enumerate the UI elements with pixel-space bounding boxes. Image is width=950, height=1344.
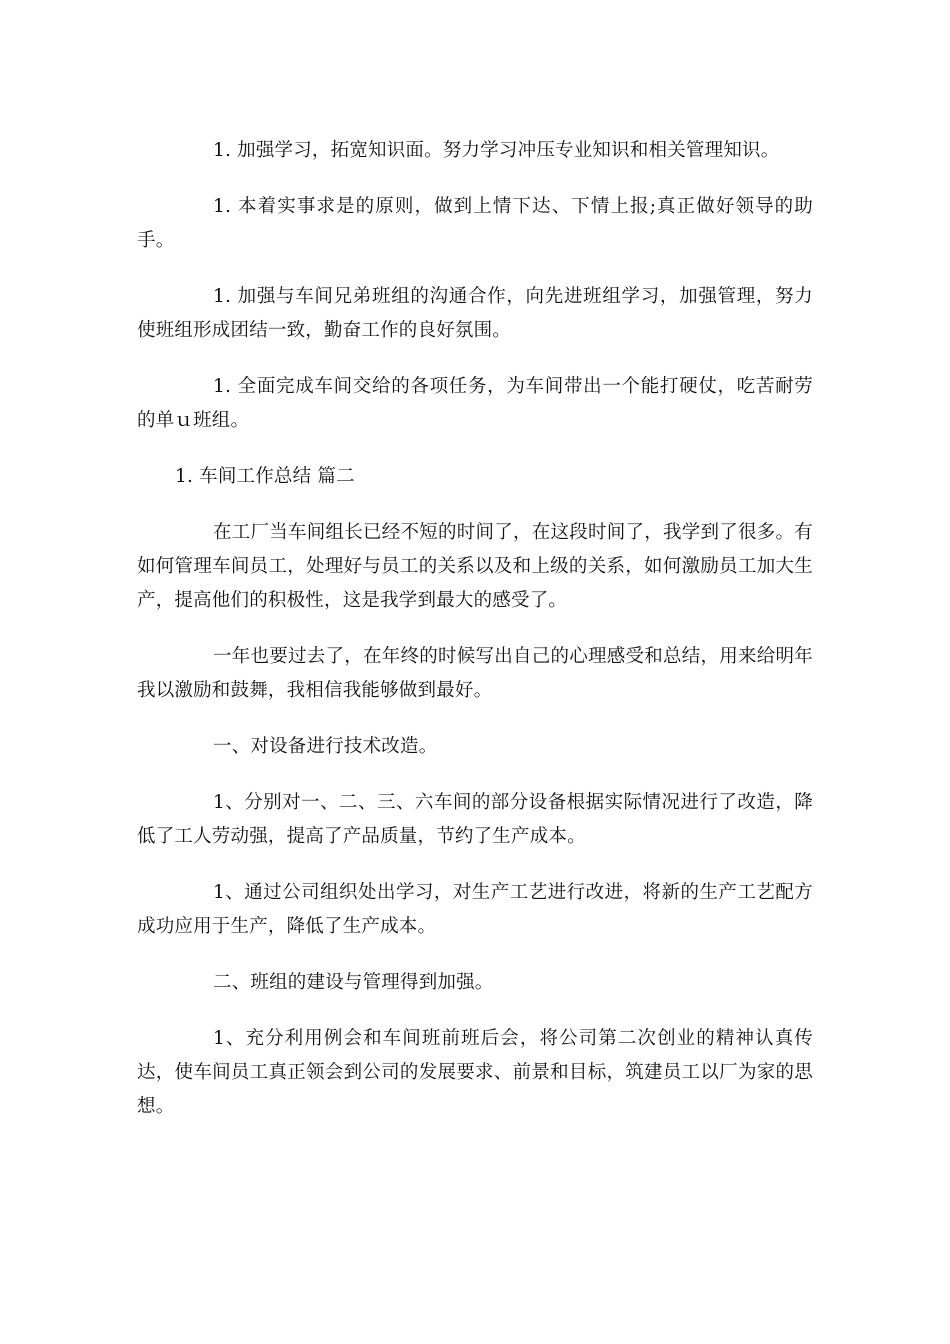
paragraph-year-end: 一年也要过去了，在年终的时候写出自己的心理感受和总结，用来给明年我以激励和鼓舞，我相信我能够做到最好。 — [137, 646, 813, 701]
paragraph-meetings: 1、充分利用例会和车间班前班后会，将公司第二次创业的精神认真传达，使车间员工真正领会到公司的发展要求、前景和目标，筑建员工以厂为家的思想。 — [137, 1028, 813, 1117]
paragraph-tasks: 1. 全面完成车间交给的各项任务，为车间带出一个能打硬仗，吃苦耐劳的单ｕ班组。 — [137, 376, 813, 431]
section-heading-part-two: 1. 车间工作总结 篇二 — [175, 466, 355, 487]
paragraph-process-improvement: 1、通过公司组织处出学习，对生产工艺进行改进，将新的生产工艺配方成功应用于生产，降低了生产成本。 — [137, 882, 813, 937]
paragraph-cooperation: 1. 加强与车间兄弟班组的沟通合作，向先进班组学习，加强管理，努力使班组形成团结一致，勤奋工作的良好氛围。 — [137, 286, 813, 341]
section-heading-equipment: 一、对设备进行技术改造。 — [213, 736, 438, 757]
paragraph-equipment-upgrade: 1、分别对一、二、三、六车间的部分设备根据实际情况进行了改造，降低了工人劳动强，提高了产品质量，节约了生产成本。 — [137, 792, 813, 847]
paragraph-study: 1. 加强学习，拓宽知识面。努力学习冲压专业知识和相关管理知识。 — [213, 140, 780, 161]
paragraph-principle: 1. 本着实事求是的原则，做到上情下达、下情上报;真正做好领导的助手。 — [137, 196, 813, 251]
section-heading-team-building: 二、班组的建设与管理得到加强。 — [213, 972, 494, 993]
paragraph-intro: 在工厂当车间组长已经不短的时间了，在这段时间了，我学到了很多。有如何管理车间员工，处理好与员工的关系以及和上级的关系，如何激励员工加大生产，提高他们的积极性，这是我学到最大的感受了。 — [137, 522, 813, 611]
document-page — [137, 134, 813, 1146]
